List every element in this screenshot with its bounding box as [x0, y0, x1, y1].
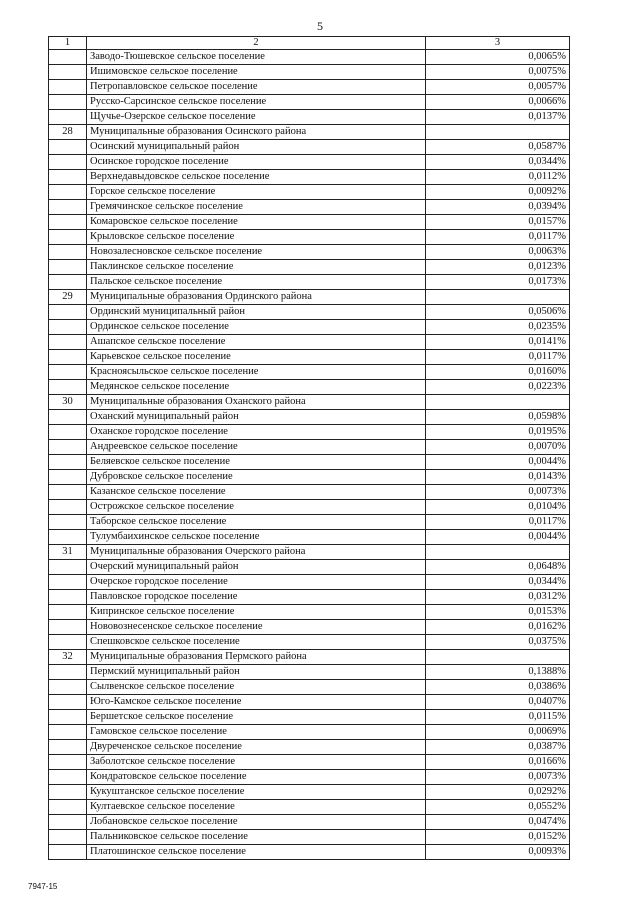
row-number-cell [49, 530, 87, 545]
row-name-cell: Андреевское сельское поселение [87, 440, 426, 455]
table-row [49, 470, 570, 485]
row-share-cell: 0,0195% [426, 425, 570, 440]
row-number-cell [49, 470, 87, 485]
row-number-cell: 31 [49, 545, 87, 560]
row-share-cell: 0,0223% [426, 380, 570, 395]
row-name-cell: Комаровское сельское поселение [87, 215, 426, 230]
row-name-cell: Сылвенское сельское поселение [87, 680, 426, 695]
row-number-cell [49, 200, 87, 215]
row-name-cell: Паклинское сельское поселение [87, 260, 426, 275]
table-row [49, 95, 570, 110]
row-number-cell [49, 185, 87, 200]
row-share-cell: 0,0386% [426, 680, 570, 695]
table-row [49, 410, 570, 425]
row-number-cell: 30 [49, 395, 87, 410]
row-share-cell: 0,0598% [426, 410, 570, 425]
row-share-cell [426, 650, 570, 665]
table-row [49, 665, 570, 680]
row-name-cell: Ашапское сельское поселение [87, 335, 426, 350]
row-number-cell [49, 635, 87, 650]
row-name-cell: Муниципальные образования Ординского района [87, 290, 426, 305]
row-number-cell [49, 80, 87, 95]
row-share-cell: 0,0137% [426, 110, 570, 125]
row-share-cell: 0,0648% [426, 560, 570, 575]
row-number-cell [49, 845, 87, 860]
row-number-cell [49, 50, 87, 65]
row-number-cell [49, 770, 87, 785]
row-name-cell: Оханский муниципальный район [87, 410, 426, 425]
row-name-cell: Дубровское сельское поселение [87, 470, 426, 485]
row-number-cell [49, 335, 87, 350]
column-header-name: 2 [87, 37, 426, 50]
row-share-cell: 0,0407% [426, 695, 570, 710]
row-name-cell: Муниципальные образования Осинского района [87, 125, 426, 140]
table-row [49, 635, 570, 650]
row-share-cell: 0,0394% [426, 200, 570, 215]
row-name-cell: Кукуштанское сельское поселение [87, 785, 426, 800]
row-share-cell: 0,0143% [426, 470, 570, 485]
row-number-cell [49, 155, 87, 170]
row-share-cell: 0,0375% [426, 635, 570, 650]
row-name-cell: Медянское сельское поселение [87, 380, 426, 395]
table-row [49, 455, 570, 470]
row-number-cell [49, 695, 87, 710]
row-share-cell: 0,0141% [426, 335, 570, 350]
row-number-cell: 28 [49, 125, 87, 140]
row-name-cell: Муниципальные образования Пермского района [87, 650, 426, 665]
row-name-cell: Заводо-Тюшевское сельское поселение [87, 50, 426, 65]
section-heading-row [49, 290, 570, 305]
row-share-cell: 0,0474% [426, 815, 570, 830]
row-share-cell [426, 395, 570, 410]
row-share-cell: 0,0115% [426, 710, 570, 725]
row-share-cell: 0,0057% [426, 80, 570, 95]
row-number-cell [49, 65, 87, 80]
table-row [49, 260, 570, 275]
row-share-cell: 0,0344% [426, 155, 570, 170]
row-share-cell: 0,0093% [426, 845, 570, 860]
row-number-cell [49, 500, 87, 515]
row-name-cell: Верхнедавыдовское сельское поселение [87, 170, 426, 185]
row-name-cell: Очерское городское поселение [87, 575, 426, 590]
table-row [49, 620, 570, 635]
row-number-cell [49, 725, 87, 740]
row-share-cell [426, 125, 570, 140]
row-number-cell [49, 410, 87, 425]
row-name-cell: Спешковское сельское поселение [87, 635, 426, 650]
row-share-cell: 0,0117% [426, 230, 570, 245]
column-header-number: 1 [49, 37, 87, 50]
row-name-cell: Ишимовское сельское поселение [87, 65, 426, 80]
row-share-cell: 0,0292% [426, 785, 570, 800]
row-number-cell [49, 575, 87, 590]
row-name-cell: Осинское городское поселение [87, 155, 426, 170]
table-row [49, 305, 570, 320]
column-header-share: 3 [426, 37, 570, 50]
table-row [49, 785, 570, 800]
row-share-cell: 0,1388% [426, 665, 570, 680]
row-number-cell: 29 [49, 290, 87, 305]
table-row [49, 800, 570, 815]
table-row [49, 50, 570, 65]
row-name-cell: Ординский муниципальный район [87, 305, 426, 320]
document-code: 7947-15 [28, 882, 58, 891]
row-number-cell [49, 170, 87, 185]
table-row [49, 440, 570, 455]
row-share-cell: 0,0162% [426, 620, 570, 635]
row-number-cell [49, 620, 87, 635]
table-row [49, 500, 570, 515]
row-share-cell: 0,0073% [426, 485, 570, 500]
row-name-cell: Новозалесновское сельское поселение [87, 245, 426, 260]
row-share-cell: 0,0152% [426, 830, 570, 845]
row-name-cell: Пальниковское сельское поселение [87, 830, 426, 845]
row-share-cell: 0,0117% [426, 350, 570, 365]
table-row [49, 515, 570, 530]
section-heading-row [49, 125, 570, 140]
row-name-cell: Юго-Камское сельское поселение [87, 695, 426, 710]
row-number-cell [49, 680, 87, 695]
row-name-cell: Двуреченское сельское поселение [87, 740, 426, 755]
section-heading-row [49, 395, 570, 410]
table-row [49, 725, 570, 740]
row-name-cell: Тулумбаихинское сельское поселение [87, 530, 426, 545]
row-share-cell: 0,0506% [426, 305, 570, 320]
row-share-cell: 0,0073% [426, 770, 570, 785]
row-number-cell [49, 275, 87, 290]
row-name-cell: Платошинское сельское поселение [87, 845, 426, 860]
row-name-cell: Острожское сельское поселение [87, 500, 426, 515]
row-name-cell: Карьевское сельское поселение [87, 350, 426, 365]
row-share-cell [426, 290, 570, 305]
row-number-cell [49, 365, 87, 380]
row-number-cell [49, 515, 87, 530]
row-share-cell: 0,0044% [426, 455, 570, 470]
row-name-cell: Муниципальные образования Оханского района [87, 395, 426, 410]
section-heading-row [49, 545, 570, 560]
row-name-cell: Бершетское сельское поселение [87, 710, 426, 725]
row-name-cell: Горское сельское поселение [87, 185, 426, 200]
row-name-cell: Казанское сельское поселение [87, 485, 426, 500]
row-name-cell: Кипринское сельское поселение [87, 605, 426, 620]
row-number-cell [49, 815, 87, 830]
row-name-cell: Русско-Сарсинское сельское поселение [87, 95, 426, 110]
table-row [49, 380, 570, 395]
row-number-cell [49, 95, 87, 110]
row-share-cell: 0,0173% [426, 275, 570, 290]
row-share-cell: 0,0160% [426, 365, 570, 380]
row-number-cell [49, 305, 87, 320]
row-name-cell: Таборское сельское поселение [87, 515, 426, 530]
row-name-cell: Гамовское сельское поселение [87, 725, 426, 740]
row-number-cell [49, 740, 87, 755]
row-share-cell: 0,0117% [426, 515, 570, 530]
table-row [49, 830, 570, 845]
row-number-cell [49, 110, 87, 125]
row-name-cell: Красноясыльское сельское поселение [87, 365, 426, 380]
row-name-cell: Осинский муниципальный район [87, 140, 426, 155]
row-number-cell [49, 245, 87, 260]
row-name-cell: Очерский муниципальный район [87, 560, 426, 575]
row-name-cell: Гремячинское сельское поселение [87, 200, 426, 215]
row-number-cell [49, 440, 87, 455]
table-header-row [49, 37, 570, 50]
row-name-cell: Култаевское сельское поселение [87, 800, 426, 815]
table-row [49, 245, 570, 260]
row-number-cell [49, 485, 87, 500]
row-number-cell [49, 230, 87, 245]
row-number-cell [49, 710, 87, 725]
row-name-cell: Заболотское сельское поселение [87, 755, 426, 770]
table-body [49, 50, 570, 860]
row-share-cell: 0,0153% [426, 605, 570, 620]
row-number-cell [49, 350, 87, 365]
row-share-cell: 0,0044% [426, 530, 570, 545]
row-name-cell: Павловское городское поселение [87, 590, 426, 605]
page-number: 5 [317, 19, 323, 33]
row-number-cell [49, 455, 87, 470]
row-number-cell [49, 260, 87, 275]
row-name-cell: Муниципальные образования Очерского района [87, 545, 426, 560]
table-row [49, 560, 570, 575]
row-name-cell: Оханское городское поселение [87, 425, 426, 440]
row-number-cell: 32 [49, 650, 87, 665]
row-name-cell: Щучье-Озерское сельское поселение [87, 110, 426, 125]
table-row [49, 425, 570, 440]
row-number-cell [49, 380, 87, 395]
row-share-cell: 0,0112% [426, 170, 570, 185]
row-number-cell [49, 215, 87, 230]
table-row [49, 590, 570, 605]
row-name-cell: Пермский муниципальный район [87, 665, 426, 680]
table-row [49, 680, 570, 695]
row-share-cell: 0,0063% [426, 245, 570, 260]
row-number-cell [49, 320, 87, 335]
table-row [49, 200, 570, 215]
row-share-cell: 0,0587% [426, 140, 570, 155]
row-share-cell: 0,0104% [426, 500, 570, 515]
row-share-cell: 0,0066% [426, 95, 570, 110]
table-row [49, 845, 570, 860]
table-row [49, 365, 570, 380]
row-name-cell: Петропавловское сельское поселение [87, 80, 426, 95]
table-row [49, 710, 570, 725]
row-name-cell: Крыловское сельское поселение [87, 230, 426, 245]
table-row [49, 215, 570, 230]
table-row [49, 695, 570, 710]
row-share-cell: 0,0312% [426, 590, 570, 605]
row-share-cell: 0,0235% [426, 320, 570, 335]
table-row [49, 755, 570, 770]
row-share-cell: 0,0344% [426, 575, 570, 590]
table-row [49, 320, 570, 335]
table-row [49, 605, 570, 620]
row-share-cell: 0,0065% [426, 50, 570, 65]
row-name-cell: Беляевское сельское поселение [87, 455, 426, 470]
row-share-cell: 0,0070% [426, 440, 570, 455]
row-share-cell: 0,0157% [426, 215, 570, 230]
row-share-cell: 0,0069% [426, 725, 570, 740]
row-share-cell: 0,0075% [426, 65, 570, 80]
table-row [49, 770, 570, 785]
table-row [49, 530, 570, 545]
row-name-cell: Лобановское сельское поселение [87, 815, 426, 830]
table-row [49, 110, 570, 125]
row-name-cell: Пальское сельское поселение [87, 275, 426, 290]
row-name-cell: Кондратовское сельское поселение [87, 770, 426, 785]
table-row [49, 335, 570, 350]
row-share-cell: 0,0166% [426, 755, 570, 770]
table-row [49, 185, 570, 200]
table-row [49, 575, 570, 590]
row-number-cell [49, 140, 87, 155]
section-heading-row [49, 650, 570, 665]
allocation-table [48, 36, 570, 860]
table-row [49, 80, 570, 95]
row-name-cell: Ординское сельское поселение [87, 320, 426, 335]
row-number-cell [49, 590, 87, 605]
row-name-cell: Нововознесенское сельское поселение [87, 620, 426, 635]
table-row [49, 230, 570, 245]
row-number-cell [49, 755, 87, 770]
row-number-cell [49, 605, 87, 620]
row-share-cell: 0,0387% [426, 740, 570, 755]
row-share-cell: 0,0092% [426, 185, 570, 200]
table-row [49, 740, 570, 755]
table-row [49, 485, 570, 500]
row-share-cell: 0,0123% [426, 260, 570, 275]
row-number-cell [49, 425, 87, 440]
table-row [49, 140, 570, 155]
row-number-cell [49, 830, 87, 845]
row-number-cell [49, 800, 87, 815]
row-number-cell [49, 665, 87, 680]
table-row [49, 170, 570, 185]
table-row [49, 275, 570, 290]
row-share-cell: 0,0552% [426, 800, 570, 815]
table-row [49, 155, 570, 170]
row-share-cell [426, 545, 570, 560]
table-row [49, 815, 570, 830]
row-number-cell [49, 785, 87, 800]
table-row [49, 350, 570, 365]
table-row [49, 65, 570, 80]
row-number-cell [49, 560, 87, 575]
